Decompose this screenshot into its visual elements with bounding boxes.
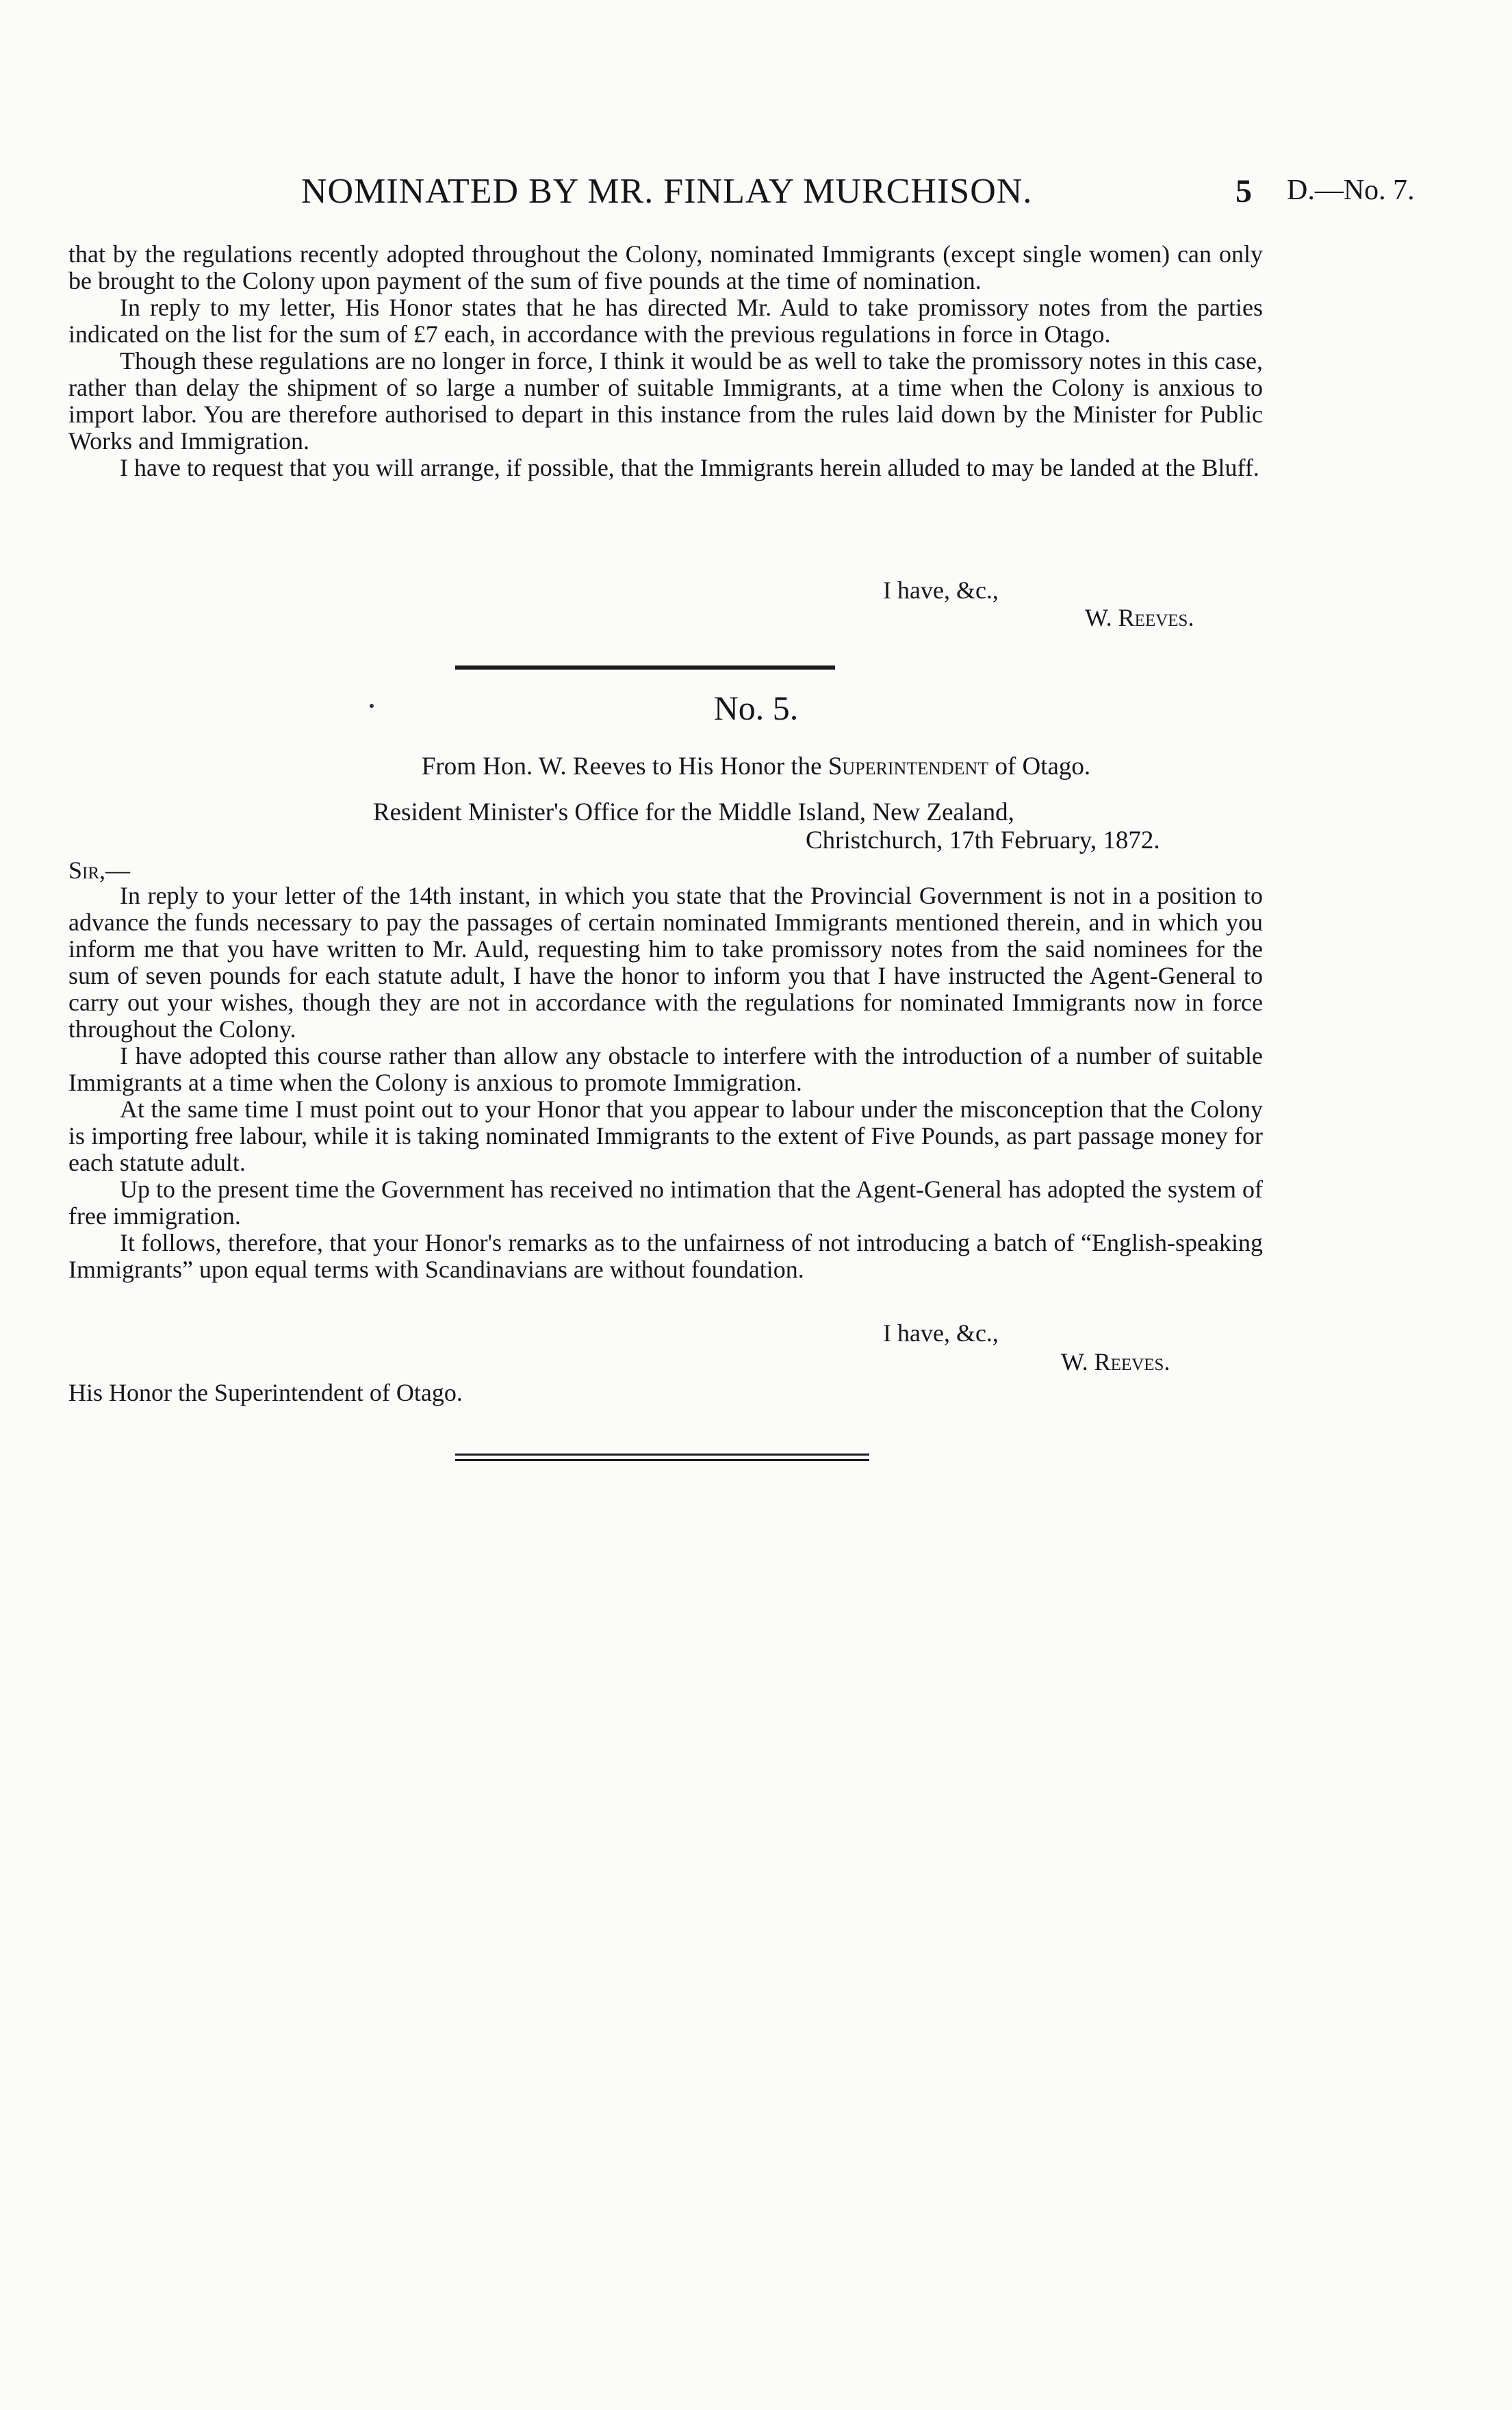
from-line: [0, 752, 1512, 781]
running-head-title: NOMINATED BY MR. FINLAY MURCHISON.: [301, 172, 1033, 211]
letter-5-paragraph: Up to the present time the Government has received no intimation that the Agent-General has adopted the system of free immigration.: [68, 1176, 1263, 1230]
letter-5-paragraph: I have adopted this course rather than allow any obstacle to interfere with the introduction of a number of suitable Immigrants at a time when the Colony is anxious to promote Immigration.: [68, 1042, 1263, 1096]
letter-5-paragraph: It follows, therefore, that your Honor's remarks as to the unfairness of not introducing a batch of “English-speaking Immigrants” upon equal terms with Scandinavians are without foundation.: [68, 1229, 1263, 1283]
salutation: Sir,—: [68, 857, 131, 884]
letter-4-paragraph: that by the regulations recently adopted throughout the Colony, nominated Immigrants (except single women) can only be brought to the Colony upon payment of the sum of five pounds at the time of nomination.: [68, 240, 1263, 294]
letter-5-closing: I have, &c.,: [883, 1319, 999, 1347]
letter-5-signature: W. Reeves.: [1061, 1348, 1170, 1375]
page-number: 5: [1235, 173, 1252, 210]
dateline-office: Resident Minister's Office for the Middle Island, New Zealand,: [373, 798, 1014, 826]
end-double-rule-bottom: [455, 1459, 869, 1461]
letter-5-paragraph: In reply to your letter of the 14th instant, in which you state that the Provincial Government is not in a position to advance the funds necessary to pay the passages of certain nominated Immigrants mentioned therein, and in which you inform me that you have written to Mr. Auld, requesting him to take promissory notes from the said nominees for the sum of seven pounds for each statute adult, I have the honor to inform you that I have instructed the Agent-General to carry out your wishes, though they are not in accordance with the regulations for nominated Immigrants now in force throughout the Colony.: [68, 882, 1263, 1043]
letter-4-paragraph: I have to request that you will arrange, if possible, that the Immigrants herein alluded to may be landed at the Bluff.: [120, 454, 1259, 481]
letter-5-paragraph: At the same time I must point out to your Honor that you appear to labour under the misconception that the Colony is importing free labour, while it is taking nominated Immigrants to the extent of Five Pounds, as part passage money for each statute adult.: [68, 1095, 1263, 1176]
end-double-rule-top: [455, 1454, 869, 1456]
document-number-heading: No. 5.: [713, 689, 799, 727]
letter-4-signature: W. Reeves.: [1085, 604, 1194, 631]
letter-4-closing: I have, &c.,: [883, 576, 999, 604]
dateline-place-date: Christchurch, 17th February, 1872.: [806, 826, 1160, 854]
section-separator-rule: [455, 665, 835, 670]
running-head: [0, 171, 1512, 219]
letter-4-paragraph: In reply to my letter, His Honor states that he has directed Mr. Auld to take promissory notes from the parties indicated on the list for the sum of £7 each, in accordance with the previous regulations in force in Otago.: [68, 294, 1263, 348]
from-line-end: of Otago.: [995, 752, 1091, 781]
paper-reference: D.—No. 7.: [1287, 175, 1415, 206]
letter-5-body: [68, 883, 1263, 1283]
letter-4-body: [68, 241, 1263, 481]
from-line-title: Superintendent: [828, 752, 989, 781]
addressee: His Honor the Superintendent of Otago.: [68, 1379, 463, 1406]
from-line-start: From Hon. W. Reeves to His Honor the: [421, 752, 822, 781]
letter-4-paragraph: Though these regulations are no longer in force, I think it would be as well to take the promissory notes in this case, rather than delay the shipment of so large a number of suitable Immigrants, at a time when the Colony is anxious to import labor. You are therefore authorised to depart in this instance from the rules laid down by the Minister for Public Works and Immigration.: [68, 347, 1263, 455]
